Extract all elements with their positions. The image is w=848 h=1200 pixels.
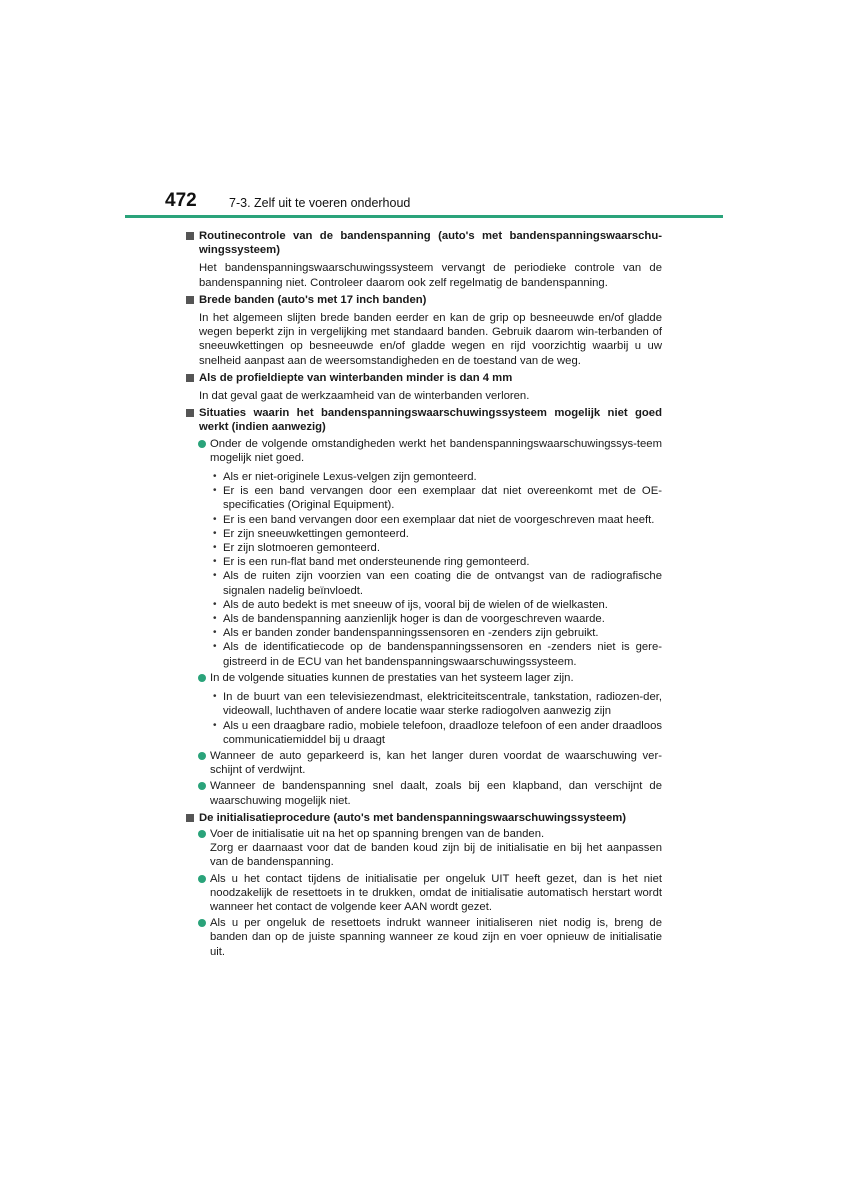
sub-item-text: Er is een band vervangen door een exemplaar dat niet overeenkomt met de OE-specificaties (Original Equipment). (223, 485, 662, 512)
sub-list-item (186, 719, 662, 747)
square-bullet-icon (186, 232, 194, 240)
sub-list-item (186, 555, 662, 569)
small-dot-icon: • (213, 641, 217, 653)
section-paragraph: In dat geval gaat de werkzaamheid van de winterbanden verloren. (199, 390, 530, 403)
square-bullet-icon (186, 296, 194, 304)
square-bullet-icon (186, 814, 194, 822)
sub-item-text: Als de identificatiecode op de bandenspanningssensoren en -zenders niet is gere-gistreerd in de ECU van het bandenspanningswaarschuwingssysteem. (223, 641, 662, 668)
circle-bullet-icon (198, 674, 206, 682)
sub-item-text: Als er niet-originele Lexus-velgen zijn gemonteerd. (223, 471, 477, 484)
sub-list-item (186, 569, 662, 597)
small-dot-icon: • (213, 513, 217, 525)
page-number: 472 (165, 190, 197, 211)
section-heading (186, 406, 662, 434)
bullet-item (186, 779, 662, 807)
bullet-text: Wanneer de bandenspanning snel daalt, zoals bij een klapband, dan verschijnt de waarschuwing mogelijk niet. (210, 780, 662, 807)
page-header (125, 190, 723, 220)
section-paragraph: In het algemeen slijten brede banden eerder en kan de grip op besneeuwde en/of gladde wegen beperkt zijn in vergelijking met standaard banden. Gebruik daarom win-terbanden of sneeuwkettingen op besneeuwde en/of gladde wegen en rijd voorzichtig waarbij u uw snelheid aanpast aan de weersomstandigheden en de toestand van de weg. (199, 312, 662, 367)
sub-list-item (186, 513, 662, 527)
bullet-item (186, 827, 662, 870)
sub-list-item (186, 626, 662, 640)
sub-list-item (186, 690, 662, 718)
circle-bullet-icon (198, 830, 206, 838)
small-dot-icon: • (213, 627, 217, 639)
small-dot-icon: • (213, 485, 217, 497)
section-heading (186, 371, 662, 385)
bullet-text: Wanneer de auto geparkeerd is, kan het langer duren voordat de waarschuwing ver-schijnt of verdwijnt. (210, 749, 662, 777)
sub-list-item (186, 598, 662, 612)
bullet-item (186, 437, 662, 465)
sub-list-item (186, 640, 662, 668)
sub-item-text: Als de bandenspanning aanzienlijk hoger is dan de voorgeschreven waarde. (223, 613, 605, 626)
small-dot-icon: • (213, 691, 217, 703)
sub-item-text: Als u een draagbare radio, mobiele telefoon, draadloze telefoon of een ander draadloos communicatiemiddel bij u draagt (223, 719, 662, 746)
sub-list-item (186, 484, 662, 512)
section-heading (186, 229, 662, 257)
circle-bullet-icon (198, 752, 206, 760)
bullet-text: Voer de initialisatie uit na het op spanning brengen van de banden. Zorg er daarnaast voor dat de banden koud zijn bij de initialisatie en bij het aanpassen van de bandenspanning. (210, 827, 662, 869)
small-dot-icon: • (213, 719, 217, 731)
sub-item-text: Er zijn sneeuwkettingen gemonteerd. (223, 527, 409, 540)
small-dot-icon: • (213, 570, 217, 582)
sub-list-item (186, 541, 662, 555)
bullet-item (186, 749, 662, 777)
section-heading-text: Situaties waarin het bandenspanningswaarschuwingssysteem mogelijk niet goed werkt (indien aanwezig) (199, 407, 662, 434)
small-dot-icon: • (213, 613, 217, 625)
page-content (186, 226, 662, 959)
sub-list-item (186, 612, 662, 626)
bullet-item (186, 872, 662, 915)
square-bullet-icon (186, 374, 194, 382)
small-dot-icon: • (213, 527, 217, 539)
section-paragraph: Het bandenspanningswaarschuwingssysteem vervangt de periodieke controle van de bandenspanning niet. Controleer daarom ook zelf regelmatig de bandenspanning. (199, 262, 662, 289)
sub-item-text: Er is een band vervangen door een exemplaar dat niet de voorgeschreven maat heeft. (223, 513, 655, 526)
small-dot-icon: • (213, 471, 217, 483)
sub-item-text: Als de auto bedekt is met sneeuw of ijs, vooral bij de wielen of de wielkasten. (223, 598, 608, 611)
section-heading-text: Routinecontrole van de bandenspanning (auto's met bandenspanningswaarschu-wingssysteem) (199, 230, 662, 257)
circle-bullet-icon (198, 875, 206, 883)
bullet-item (186, 671, 662, 685)
circle-bullet-icon (198, 782, 206, 790)
sub-item-text: Als de ruiten zijn voorzien van een coating die de ontvangst van de radiografische signalen nadelig beïnvloedt. (223, 570, 662, 597)
sub-item-text: Als er banden zonder bandenspanningssensoren en -zenders zijn gebruikt. (223, 627, 599, 640)
sub-item-text: Er zijn slotmoeren gemonteerd. (223, 542, 380, 555)
section-title: 7-3. Zelf uit te voeren onderhoud (229, 196, 411, 210)
bullet-text: Als u per ongeluk de resettoets indrukt wanneer initialiseren niet nodig is, breng de banden dan op de juiste spanning wanneer ze koud zijn en voer opnieuw de initialisatie uit. (210, 917, 662, 958)
section-heading-text: Als de profieldiepte van winterbanden minder is dan 4 mm (199, 371, 513, 384)
sub-list (186, 690, 662, 747)
sub-list (186, 470, 662, 669)
small-dot-icon: • (213, 542, 217, 554)
bullet-item (186, 916, 662, 959)
circle-bullet-icon (198, 440, 206, 448)
bullet-text: Als u het contact tijdens de initialisatie per ongeluk UIT heeft gezet, dan is het niet noodzakelijk de resettoets in te drukken, omdat de initialisatie automatisch herstart wordt wanneer het contact de volgende keer AAN wordt gezet. (210, 872, 662, 913)
small-dot-icon: • (213, 598, 217, 610)
bullet-text: In de volgende situaties kunnen de prestaties van het systeem lager zijn. (210, 671, 574, 684)
bullet-text: Onder de volgende omstandigheden werkt het bandenspanningswaarschuwingssys-teem mogelijk niet goed. (210, 437, 662, 464)
section-heading (186, 293, 662, 307)
section-heading-text: De initialisatieprocedure (auto's met bandenspanningswaarschuwingssysteem) (199, 811, 627, 824)
sub-item-text: Er is een run-flat band met ondersteunende ring gemonteerd. (223, 556, 530, 569)
header-rule (125, 215, 723, 218)
small-dot-icon: • (213, 556, 217, 568)
section-heading-text: Brede banden (auto's met 17 inch banden) (199, 293, 427, 306)
circle-bullet-icon (198, 919, 206, 927)
sub-list-item (186, 527, 662, 541)
square-bullet-icon (186, 409, 194, 417)
sub-item-text: In de buurt van een televisiezendmast, elektriciteitscentrale, tankstation, radiozen-der, videowall, luchthaven of andere locatie waar sterke radiogolven aanwezig zijn (223, 691, 662, 718)
section-heading (186, 811, 662, 825)
sub-list-item (186, 470, 662, 484)
